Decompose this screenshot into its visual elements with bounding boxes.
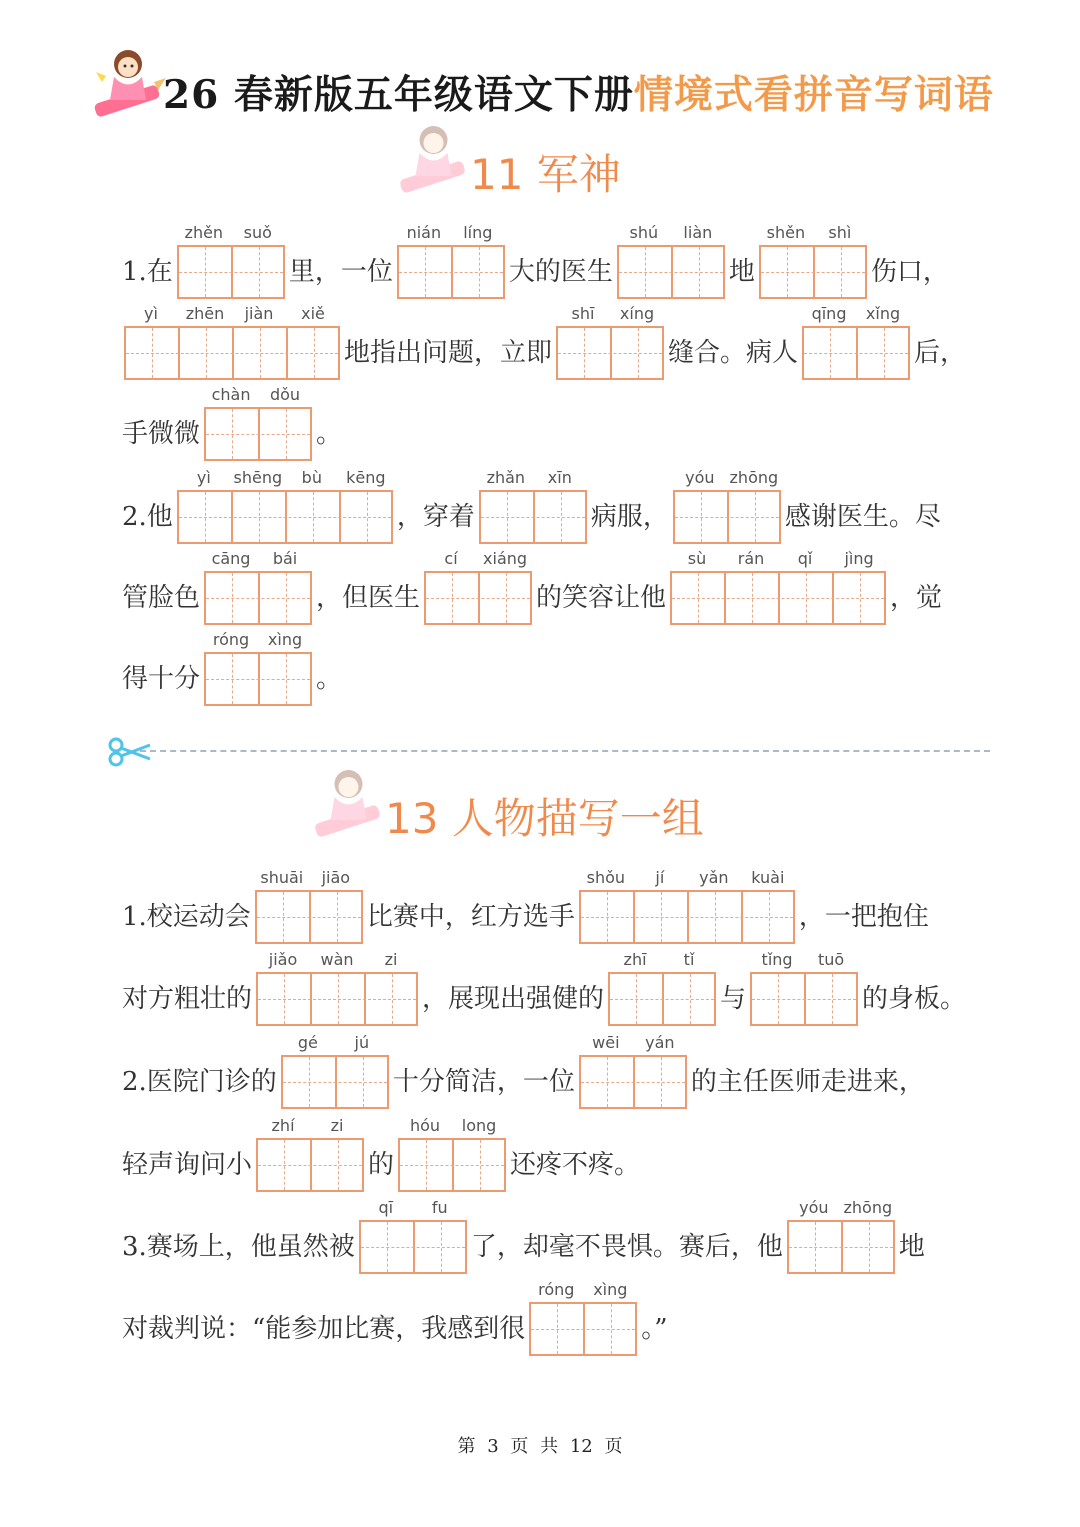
sentence-text: 管脸色 [122, 583, 201, 613]
grid-guide-line [206, 598, 310, 599]
pinyin-label: jí [655, 868, 665, 887]
pinyin-label: shì [828, 223, 852, 242]
grid-guide-line [206, 434, 310, 435]
tianzige-writing-box[interactable] [398, 1138, 506, 1192]
title-main: 26 春新版五年级语文下册 [163, 72, 634, 118]
pinyin-label: xìng [593, 1280, 628, 1299]
pinyin-label: yóu [799, 1198, 829, 1217]
grid-guide-line [672, 598, 884, 599]
sentence-text: 病服， [590, 502, 669, 532]
tianzige-writing-box[interactable] [556, 326, 664, 380]
pinyin-label: bái [272, 549, 298, 568]
title-highlight: 情境式看拼音写词语 [633, 72, 994, 118]
exercise-line [0, 868, 1080, 938]
pinyin-label: shǒu [586, 868, 626, 887]
scissors-icon [108, 737, 152, 771]
pinyin-label: zhī [623, 950, 647, 969]
tianzige-writing-box[interactable] [204, 571, 312, 625]
tianzige-writing-box[interactable] [424, 571, 532, 625]
exercise-line [0, 950, 1080, 1020]
pinyin-label: tǐ [683, 950, 695, 969]
tianzige-writing-box[interactable] [255, 890, 363, 944]
sentence-text: 得十分 [122, 664, 201, 694]
sentence-text: 对方粗壮的 [122, 984, 253, 1014]
pinyin-label: cí [444, 549, 458, 568]
grid-guide-line [761, 272, 865, 273]
pinyin-label: xǐng [865, 304, 901, 323]
pinyin-label: wēi [592, 1033, 620, 1052]
pinyin-label: liàn [683, 223, 713, 242]
sentence-text: 地指出问题，立即 [344, 338, 553, 368]
pinyin-label: gé [297, 1033, 318, 1052]
grid-guide-line [258, 1165, 362, 1166]
tianzige-writing-box[interactable] [802, 326, 910, 380]
exercise-line [0, 1116, 1080, 1186]
sentence-text: 。 [316, 664, 343, 694]
tianzige-writing-box[interactable] [750, 972, 858, 1026]
grid-guide-line [258, 999, 416, 1000]
grid-guide-line [126, 353, 338, 354]
tianzige-writing-box[interactable] [529, 1302, 637, 1356]
tianzige-writing-box[interactable] [479, 490, 587, 544]
sentence-text: ，觉 [890, 583, 943, 613]
page-title [163, 70, 994, 120]
grid-guide-line [610, 999, 714, 1000]
grid-guide-line [481, 517, 585, 518]
pinyin-label: zhēn [185, 304, 225, 323]
pinyin-label: yóu [685, 468, 715, 487]
sentence-text: 2.医院门诊的 [122, 1067, 277, 1097]
pinyin-label: xìng [267, 630, 303, 649]
sentence-text: 感谢医生。尽 [784, 502, 941, 532]
sentence-text: 轻声询问小 [122, 1150, 253, 1180]
exercise-line [0, 385, 1080, 455]
grid-guide-line [804, 353, 908, 354]
tianzige-writing-box[interactable] [359, 1220, 467, 1274]
pinyin-label: kuài [751, 868, 785, 887]
sentence-text: 了，却毫不畏惧。赛后，他 [470, 1232, 783, 1262]
exercise-line [0, 1198, 1080, 1268]
grid-guide-line [789, 1247, 893, 1248]
pinyin-label: tuō [817, 950, 845, 969]
pinyin-label: zhǎn [486, 468, 526, 487]
sentence-text: 伤口， [870, 257, 949, 287]
pinyin-label: shú [629, 223, 659, 242]
grid-guide-line [283, 1082, 387, 1083]
exercise-line [0, 549, 1080, 619]
sentence-text: 地 [898, 1232, 925, 1262]
tianzige-writing-box[interactable] [177, 245, 285, 299]
exercise-line [0, 223, 1080, 293]
pinyin-label: fu [431, 1198, 448, 1217]
sentence-text: 对裁判说：“能参加比赛，我感到很 [122, 1314, 526, 1344]
pinyin-label: kēng [346, 468, 386, 487]
sentence-text: 里，一位 [288, 257, 393, 287]
grid-guide-line [399, 272, 503, 273]
section-title-11: 11 军神 [470, 150, 621, 199]
exercise-line [0, 1280, 1080, 1350]
section-title-13: 13 人物描写一组 [385, 794, 704, 843]
pinyin-label: zhí [271, 1116, 295, 1135]
tianzige-writing-box[interactable] [124, 326, 340, 380]
sentence-text: 的主任医师走进来， [690, 1067, 925, 1097]
sentence-text: 后， [914, 338, 967, 368]
pinyin-label: bù [301, 468, 322, 487]
grid-guide-line [675, 517, 779, 518]
pinyin-label: rán [737, 549, 765, 568]
pinyin-label: shěn [766, 223, 806, 242]
grid-guide-line [206, 679, 310, 680]
grid-guide-line [179, 517, 391, 518]
pinyin-label: suǒ [243, 223, 272, 242]
grid-guide-line [752, 999, 856, 1000]
cartoon-girl-faded-icon [310, 762, 390, 851]
pinyin-label: jiàn [244, 304, 274, 323]
sentence-text: ，展现出强健的 [422, 984, 605, 1014]
page-number: 第 3 页 共 12 页 [457, 1436, 623, 1457]
pinyin-label: xīn [547, 468, 572, 487]
tianzige-writing-box[interactable] [673, 490, 781, 544]
tianzige-writing-box[interactable] [670, 571, 886, 625]
sentence-text: 。” [641, 1314, 668, 1344]
pinyin-label: tǐng [761, 950, 793, 969]
sentence-text: ，一把抱住 [798, 902, 929, 932]
exercise-line [0, 304, 1080, 374]
sentence-text: 2.他 [122, 502, 173, 532]
exercise-line [0, 630, 1080, 700]
pinyin-label: qī [378, 1198, 394, 1217]
pinyin-label: cāng [211, 549, 251, 568]
sentence-text: 地 [728, 257, 755, 287]
pinyin-label: yì [196, 468, 211, 487]
grid-guide-line [400, 1165, 504, 1166]
pinyin-label: zi [330, 1116, 344, 1135]
tianzige-writing-box[interactable] [177, 490, 393, 544]
sentence-text: 的笑容让他 [536, 583, 667, 613]
grid-guide-line [531, 1329, 635, 1330]
pinyin-label: yán [645, 1033, 675, 1052]
tianzige-writing-box[interactable] [608, 972, 716, 1026]
tianzige-writing-box[interactable] [397, 245, 505, 299]
grid-guide-line [558, 353, 662, 354]
pinyin-label: xiáng [483, 549, 528, 568]
pinyin-label: dǒu [269, 385, 301, 404]
tianzige-writing-box[interactable] [617, 245, 725, 299]
tianzige-writing-box[interactable] [579, 1055, 687, 1109]
grid-guide-line [361, 1247, 465, 1248]
exercise-line [0, 1033, 1080, 1103]
tianzige-writing-box[interactable] [281, 1055, 389, 1109]
sentence-text: 。 [316, 419, 343, 449]
grid-guide-line [179, 272, 283, 273]
sentence-text: 大的医生 [508, 257, 613, 287]
pinyin-label: shuāi [260, 868, 304, 887]
pinyin-label: zi [384, 950, 398, 969]
pinyin-label: qīng [811, 304, 847, 323]
pinyin-label: jiāo [321, 868, 351, 887]
pinyin-label: zhěn [184, 223, 224, 242]
pinyin-label: yǎn [699, 868, 729, 887]
sentence-text: 还疼不疼。 [510, 1150, 641, 1180]
pinyin-label: long [461, 1116, 497, 1135]
cartoon-girl-faded-icon [395, 118, 475, 207]
grid-guide-line [257, 917, 361, 918]
tianzige-writing-box[interactable] [579, 890, 795, 944]
sentence-text: 的身板。 [862, 984, 967, 1014]
pinyin-label: shēng [233, 468, 283, 487]
grid-guide-line [581, 917, 793, 918]
pinyin-label: zhōng [843, 1198, 893, 1217]
grid-guide-line [619, 272, 723, 273]
grid-guide-line [426, 598, 530, 599]
pinyin-label: jú [354, 1033, 370, 1052]
pinyin-label: líng [463, 223, 493, 242]
pinyin-label: xiě [301, 304, 325, 323]
pinyin-label: jiǎo [268, 950, 298, 969]
sentence-text: 比赛中，红方选手 [366, 902, 575, 932]
sentence-text: 手微微 [122, 419, 201, 449]
sentence-text: ，但医生 [316, 583, 421, 613]
pinyin-label: chàn [211, 385, 251, 404]
tianzige-writing-box[interactable] [204, 407, 312, 461]
sentence-text: 十分简洁，一位 [392, 1067, 575, 1097]
cartoon-girl-pencil-icon [92, 42, 167, 131]
tianzige-writing-box[interactable] [787, 1220, 895, 1274]
pinyin-label: nián [406, 223, 442, 242]
cut-line-divider [140, 750, 990, 752]
pinyin-label: jìng [844, 549, 874, 568]
tianzige-writing-box[interactable] [759, 245, 867, 299]
sentence-text: 3.赛场上，他虽然被 [122, 1232, 355, 1262]
sentence-text: 1.校运动会 [122, 902, 251, 932]
tianzige-writing-box[interactable] [256, 1138, 364, 1192]
sentence-text: 1.在 [122, 257, 173, 287]
pinyin-label: sù [687, 549, 707, 568]
grid-guide-line [581, 1082, 685, 1083]
tianzige-writing-box[interactable] [204, 652, 312, 706]
pinyin-label: yì [144, 304, 158, 323]
sentence-text: 缝合。病人 [668, 338, 799, 368]
pinyin-label: qǐ [797, 549, 813, 568]
pinyin-label: xíng [619, 304, 655, 323]
exercise-line [0, 468, 1080, 538]
pinyin-label: zhōng [729, 468, 779, 487]
pinyin-label: róng [212, 630, 250, 649]
tianzige-writing-box[interactable] [256, 972, 418, 1026]
pinyin-label: wàn [320, 950, 354, 969]
pinyin-label: shī [571, 304, 595, 323]
sentence-text: 的 [368, 1150, 395, 1180]
pinyin-label: róng [538, 1280, 575, 1299]
sentence-text: ，穿着 [396, 502, 475, 532]
sentence-text: 与 [720, 984, 747, 1014]
pinyin-label: hóu [409, 1116, 441, 1135]
